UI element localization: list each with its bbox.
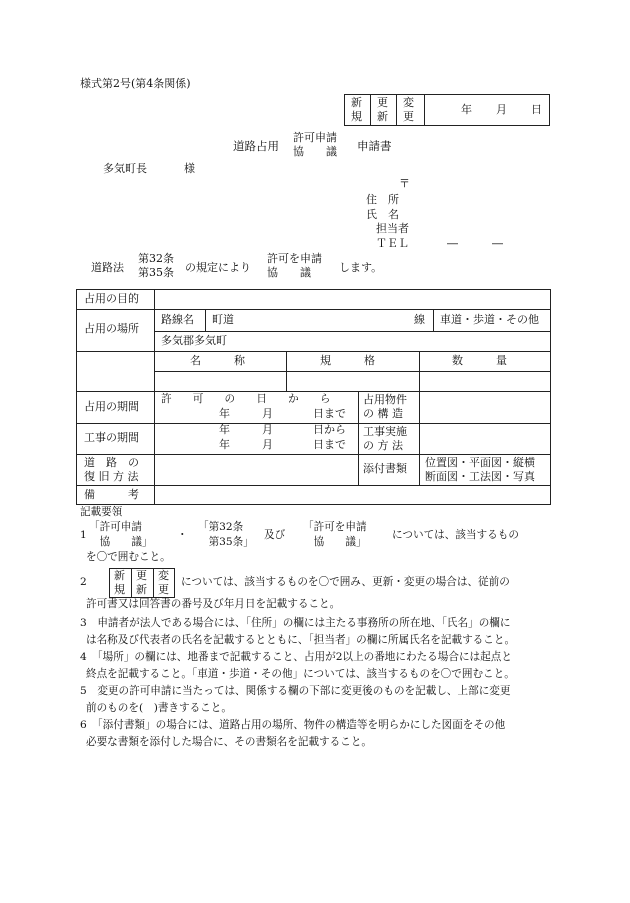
const-until: 日まで [313, 438, 346, 451]
type-date-box [344, 94, 550, 126]
place-label: 占用の場所 [84, 322, 139, 335]
note-2-number: 2 [80, 576, 87, 588]
note-3-line2: は名称及び代表者の氏名を記載するとともに、「担当者」の欄に所属氏名を記載すること。 [86, 634, 516, 646]
type-change: 変 更 [403, 96, 414, 123]
applicant-tel-label: ＴＥＬ [376, 237, 409, 250]
law-permit-kind: 許可を申請 協 議 [267, 252, 322, 279]
attach-label: 添付書類 [363, 462, 407, 475]
route-value: 町道 [212, 313, 234, 326]
tel-dash-1: ― [447, 237, 458, 250]
date-year: 年 [461, 103, 472, 116]
law-articles: 第32条 第35条 [138, 252, 174, 279]
date-month: 月 [496, 103, 507, 116]
addressee-name: 多気町長 [103, 162, 147, 175]
note-3-line1: 3 申請者が法人である場合には、「住所」の欄には主たる事務所の所在地、「氏名」の欄に [80, 617, 511, 629]
tel-dash-2: ― [492, 237, 503, 250]
place-value: 多気郡多気町 [161, 334, 227, 347]
route-label: 路線名 [161, 313, 194, 326]
col-spec-header: 規 格 [320, 354, 375, 367]
road-types: 車道・歩道・その他 [440, 313, 539, 326]
period-from: 許 可 の 日 か ら [161, 393, 331, 405]
col-qty-header: 数 量 [452, 354, 507, 367]
type-renew: 更 新 [377, 96, 388, 123]
law-prefix: 道路法 [91, 261, 124, 274]
note-1-number: 1 [80, 529, 87, 541]
law-suffix: します。 [339, 261, 383, 274]
note-1-q1: 「許可申請 協 議」 [89, 521, 153, 548]
applicant-address-label: 住 所 [366, 193, 399, 206]
const-month-1: 月 [262, 423, 273, 436]
note-2-new: 新 規 [114, 569, 125, 596]
law-provision: の規定により [185, 261, 251, 274]
line-word: 線 [414, 313, 425, 326]
applicant-person-label: 担当者 [376, 222, 409, 235]
note-1-q3: 「許可を申請 協 議」 [303, 521, 367, 548]
title-apply: 申請書 [357, 139, 392, 153]
purpose-label: 占用の目的 [84, 292, 139, 305]
note-4-line2: 終点を記載すること。「車道・歩道・その他」については、該当するものを〇で囲むこと。 [86, 668, 515, 680]
restore-label: 道 路 の 復 旧 方 法 [84, 456, 139, 483]
attach-value: 位置図・平面図・縦横 断面図・工法図・写真 [425, 456, 535, 483]
note-2-line2: 許可書又は回答書の番号及び年月日を記載すること。 [86, 598, 341, 610]
structure-label: 占用物件 の 構 造 [363, 393, 407, 420]
title-road-use: 道路占用 [233, 139, 279, 153]
method-label: 工事実施 の 方 法 [363, 425, 407, 452]
remarks-label: 備 考 [84, 488, 139, 501]
note-1-dot: ・ [177, 529, 188, 541]
form-id: 様式第2号(第4条関係) [80, 77, 191, 90]
note-6-line2: 必要な書類を添付した場合に、その書類名を記載すること。 [86, 736, 373, 748]
note-6-line1: 6 「添付書類」の場合には、道路占用の場所、物件の構造等を明らかにした図面をその他 [80, 719, 506, 731]
notes-heading: 記載要領 [80, 506, 123, 518]
type-new: 新 規 [351, 96, 362, 123]
note-4-line1: 4 「場所」の欄には、地番まで記載すること、占用が2以上の番地にわたる場合には起点と [80, 651, 512, 663]
addressee-sama: 様 [184, 162, 195, 175]
period-year: 年 [219, 407, 230, 420]
note-1-line2: を〇で囲むこと。 [86, 551, 171, 563]
const-month-2: 月 [262, 438, 273, 451]
col-name-header: 名 称 [190, 354, 245, 367]
note-5-line2: 前のものを( )書きすること。 [86, 702, 232, 714]
period-month: 月 [262, 407, 273, 420]
note-5-line1: 5 変更の許可申請に当たっては、関係する欄の下部に変更後のものを記載し、上部に変更 [80, 685, 511, 697]
title-permit-kind: 許可申請 協 議 [293, 131, 337, 158]
period-label: 占用の期間 [84, 400, 139, 413]
note-1-q2: 「第32条 第35条」 [198, 521, 254, 548]
note-1-and: 及び [264, 529, 286, 541]
note-2-text: については、該当するものを〇で囲み、更新・変更の場合は、従前の [181, 576, 510, 588]
construction-label: 工事の期間 [84, 431, 139, 444]
const-year-1: 年 [219, 423, 230, 436]
date-day: 日 [531, 103, 542, 116]
postal-mark: 〒 [399, 177, 410, 190]
applicant-name-label: 氏 名 [366, 208, 399, 221]
note-2-renew: 更 新 [136, 569, 147, 596]
const-from: 日から [313, 423, 346, 436]
period-until: 日まで [313, 407, 346, 420]
note-2-change: 変 更 [158, 569, 169, 596]
const-year-2: 年 [219, 438, 230, 451]
note-1-tail: については、該当するもの [392, 529, 519, 541]
